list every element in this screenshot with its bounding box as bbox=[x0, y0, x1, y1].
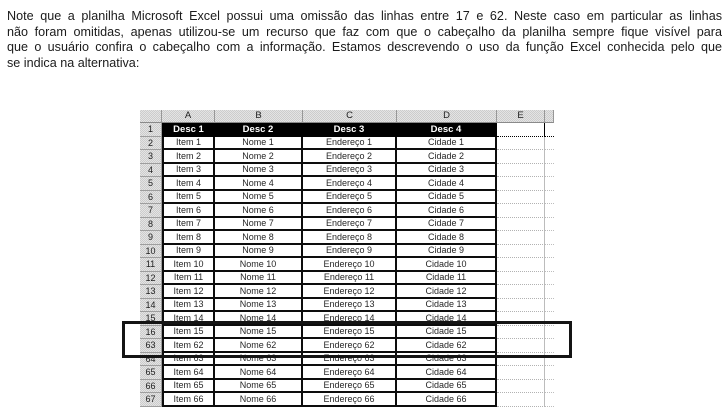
cell: Cidade 3 bbox=[397, 164, 497, 178]
cell: Item 8 bbox=[162, 231, 215, 245]
row-number: 3 bbox=[140, 150, 162, 164]
cell: Nome 9 bbox=[215, 245, 303, 259]
column-letter: C bbox=[303, 110, 397, 123]
cell-sliver bbox=[545, 353, 554, 367]
row-number: 12 bbox=[140, 272, 162, 286]
question-line: Note que a planilha Microsoft Excel possui uma omissão das linhas entre 17 e 62. Neste caso em particular as linhas bbox=[7, 9, 722, 23]
row-number: 4 bbox=[140, 164, 162, 178]
cell-empty bbox=[497, 258, 545, 272]
sheet-row bbox=[140, 191, 554, 205]
cell-sliver bbox=[545, 231, 554, 245]
cell: Nome 1 bbox=[215, 137, 303, 151]
row-number: 9 bbox=[140, 231, 162, 245]
cell: Item 4 bbox=[162, 177, 215, 191]
cell: Item 3 bbox=[162, 164, 215, 178]
sheet-header-row bbox=[140, 123, 554, 137]
cell: Nome 13 bbox=[215, 299, 303, 313]
sheet-row bbox=[140, 353, 554, 367]
cell: Item 64 bbox=[162, 366, 215, 380]
cell: Desc 2 bbox=[215, 123, 303, 137]
row-number: 63 bbox=[140, 339, 162, 353]
cell: Nome 5 bbox=[215, 191, 303, 205]
sheet-row bbox=[140, 326, 554, 340]
cell-sliver bbox=[545, 150, 554, 164]
cell: Cidade 15 bbox=[397, 326, 497, 340]
cell: Item 9 bbox=[162, 245, 215, 259]
cell: Item 7 bbox=[162, 218, 215, 232]
cell-sliver bbox=[545, 258, 554, 272]
cell: Nome 4 bbox=[215, 177, 303, 191]
cell-empty bbox=[497, 245, 545, 259]
cell: Endereço 1 bbox=[303, 137, 397, 151]
cell-empty bbox=[497, 191, 545, 205]
corner-cell bbox=[140, 110, 162, 123]
sheet-row bbox=[140, 177, 554, 191]
column-letter-sliver bbox=[545, 110, 554, 123]
sheet-row bbox=[140, 339, 554, 353]
sheet-row bbox=[140, 204, 554, 218]
sheet-row bbox=[140, 258, 554, 272]
sheet-row bbox=[140, 218, 554, 232]
cell: Cidade 65 bbox=[397, 380, 497, 394]
cell-sliver bbox=[545, 366, 554, 380]
cell: Endereço 65 bbox=[303, 380, 397, 394]
cell: Item 63 bbox=[162, 353, 215, 367]
cell: Endereço 2 bbox=[303, 150, 397, 164]
cell: Item 65 bbox=[162, 380, 215, 394]
row-number: 13 bbox=[140, 285, 162, 299]
cell: Cidade 1 bbox=[397, 137, 497, 151]
question-line: não foram omitidas, apenas utilizou-se um recurso que faz com que o cabeçalho da planilha sempre fique visível para bbox=[7, 24, 722, 39]
cell: Item 13 bbox=[162, 299, 215, 313]
cell: Item 66 bbox=[162, 393, 215, 407]
cell: Cidade 12 bbox=[397, 285, 497, 299]
column-letter: B bbox=[215, 110, 303, 123]
cell: Item 11 bbox=[162, 272, 215, 286]
row-number: 2 bbox=[140, 137, 162, 151]
sheet-row bbox=[140, 245, 554, 259]
cell-sliver bbox=[545, 245, 554, 259]
cell: Endereço 63 bbox=[303, 353, 397, 367]
cell-sliver bbox=[545, 312, 554, 326]
cell: Cidade 9 bbox=[397, 245, 497, 259]
cell-empty bbox=[497, 299, 545, 313]
cell: Endereço 6 bbox=[303, 204, 397, 218]
cell: Nome 64 bbox=[215, 366, 303, 380]
sheet-row bbox=[140, 285, 554, 299]
cell-empty bbox=[497, 218, 545, 232]
cell: Cidade 14 bbox=[397, 312, 497, 326]
sheet-row bbox=[140, 150, 554, 164]
cell: Item 5 bbox=[162, 191, 215, 205]
row-number: 66 bbox=[140, 380, 162, 394]
cell: Endereço 11 bbox=[303, 272, 397, 286]
sheet-row bbox=[140, 299, 554, 313]
cell: Item 10 bbox=[162, 258, 215, 272]
question-line: que o usuário confira o cabeçalho com a informação. Estamos descrevendo o uso da função Excel conhecida pelo que bbox=[7, 40, 722, 55]
row-number: 15 bbox=[140, 312, 162, 326]
cell: Cidade 10 bbox=[397, 258, 497, 272]
cell: Cidade 6 bbox=[397, 204, 497, 218]
cell: Endereço 5 bbox=[303, 191, 397, 205]
cell-sliver bbox=[545, 339, 554, 353]
sheet-row bbox=[140, 137, 554, 151]
cell-sliver bbox=[545, 177, 554, 191]
cell: Endereço 13 bbox=[303, 299, 397, 313]
cell: Nome 14 bbox=[215, 312, 303, 326]
sheet-row bbox=[140, 272, 554, 286]
cell: Nome 12 bbox=[215, 285, 303, 299]
cell-empty bbox=[497, 285, 545, 299]
cell: Endereço 14 bbox=[303, 312, 397, 326]
question-line: se indica na alternativa: bbox=[7, 55, 140, 70]
row-number: 14 bbox=[140, 299, 162, 313]
row-number: 65 bbox=[140, 366, 162, 380]
cell: Endereço 15 bbox=[303, 326, 397, 340]
cell: Cidade 62 bbox=[397, 339, 497, 353]
cell: Item 2 bbox=[162, 150, 215, 164]
sheet-row bbox=[140, 393, 554, 407]
sheet-row bbox=[140, 380, 554, 394]
cell: Cidade 4 bbox=[397, 177, 497, 191]
cell: Desc 1 bbox=[162, 123, 215, 137]
cell: Cidade 8 bbox=[397, 231, 497, 245]
cell-empty bbox=[497, 272, 545, 286]
cell: Nome 3 bbox=[215, 164, 303, 178]
cell-empty bbox=[497, 231, 545, 245]
sheet-rows bbox=[140, 123, 554, 407]
cell: Cidade 63 bbox=[397, 353, 497, 367]
cell-sliver bbox=[545, 285, 554, 299]
row-number: 64 bbox=[140, 353, 162, 367]
row-number: 7 bbox=[140, 204, 162, 218]
cell-sliver bbox=[545, 137, 554, 151]
cell-sliver bbox=[545, 393, 554, 407]
cell: Endereço 4 bbox=[303, 177, 397, 191]
cell: Desc 4 bbox=[397, 123, 497, 137]
cell-empty bbox=[497, 137, 545, 151]
cell: Nome 62 bbox=[215, 339, 303, 353]
excel-spreadsheet bbox=[140, 110, 554, 407]
cell: Endereço 64 bbox=[303, 366, 397, 380]
cell-sliver bbox=[545, 272, 554, 286]
row-number: 8 bbox=[140, 218, 162, 232]
cell: Endereço 66 bbox=[303, 393, 397, 407]
cell: Endereço 62 bbox=[303, 339, 397, 353]
cell-empty bbox=[497, 366, 545, 380]
row-number: 67 bbox=[140, 393, 162, 407]
cell: Item 62 bbox=[162, 339, 215, 353]
cell-sliver bbox=[545, 380, 554, 394]
cell: Nome 66 bbox=[215, 393, 303, 407]
cell: Endereço 10 bbox=[303, 258, 397, 272]
cell: Item 1 bbox=[162, 137, 215, 151]
cell: Nome 65 bbox=[215, 380, 303, 394]
cell-sliver bbox=[545, 164, 554, 178]
sheet-row bbox=[140, 312, 554, 326]
cell: Item 15 bbox=[162, 326, 215, 340]
cell-empty bbox=[497, 380, 545, 394]
cell: Nome 11 bbox=[215, 272, 303, 286]
cell: Endereço 9 bbox=[303, 245, 397, 259]
cell-sliver bbox=[545, 218, 554, 232]
cell: Cidade 66 bbox=[397, 393, 497, 407]
cell: Item 6 bbox=[162, 204, 215, 218]
cell: Cidade 2 bbox=[397, 150, 497, 164]
cell: Nome 63 bbox=[215, 353, 303, 367]
cell-empty bbox=[497, 326, 545, 340]
cell: Endereço 3 bbox=[303, 164, 397, 178]
cell: Endereço 8 bbox=[303, 231, 397, 245]
column-letter: A bbox=[162, 110, 215, 123]
cell: Item 12 bbox=[162, 285, 215, 299]
cell-empty bbox=[497, 339, 545, 353]
sheet-row bbox=[140, 231, 554, 245]
cell: Desc 3 bbox=[303, 123, 397, 137]
cell-sliver bbox=[545, 326, 554, 340]
cell: Nome 10 bbox=[215, 258, 303, 272]
cell: Nome 2 bbox=[215, 150, 303, 164]
sheet-row bbox=[140, 366, 554, 380]
cell-empty bbox=[497, 123, 545, 137]
cell-empty bbox=[497, 204, 545, 218]
cell-sliver bbox=[545, 299, 554, 313]
row-number: 10 bbox=[140, 245, 162, 259]
cell: Nome 15 bbox=[215, 326, 303, 340]
cell: Nome 7 bbox=[215, 218, 303, 232]
cell: Cidade 64 bbox=[397, 366, 497, 380]
cell: Endereço 12 bbox=[303, 285, 397, 299]
cell-sliver bbox=[545, 191, 554, 205]
cell: Cidade 11 bbox=[397, 272, 497, 286]
cell: Cidade 7 bbox=[397, 218, 497, 232]
column-letter: E bbox=[497, 110, 545, 123]
cell: Item 14 bbox=[162, 312, 215, 326]
cell: Endereço 7 bbox=[303, 218, 397, 232]
question-text bbox=[7, 9, 722, 71]
cell-empty bbox=[497, 312, 545, 326]
column-header-row bbox=[140, 110, 554, 123]
cell: Nome 6 bbox=[215, 204, 303, 218]
cell-empty bbox=[497, 164, 545, 178]
row-number: 1 bbox=[140, 123, 162, 137]
cell-empty bbox=[497, 353, 545, 367]
row-number: 16 bbox=[140, 326, 162, 340]
cell-empty bbox=[497, 150, 545, 164]
cell-empty bbox=[497, 177, 545, 191]
column-letter: D bbox=[397, 110, 497, 123]
row-number: 5 bbox=[140, 177, 162, 191]
sheet-row bbox=[140, 164, 554, 178]
row-number: 6 bbox=[140, 191, 162, 205]
cell: Cidade 13 bbox=[397, 299, 497, 313]
cell-empty bbox=[497, 393, 545, 407]
row-number: 11 bbox=[140, 258, 162, 272]
cell: Nome 8 bbox=[215, 231, 303, 245]
cell: Cidade 5 bbox=[397, 191, 497, 205]
cell-sliver bbox=[545, 204, 554, 218]
cell-sliver bbox=[545, 123, 554, 137]
